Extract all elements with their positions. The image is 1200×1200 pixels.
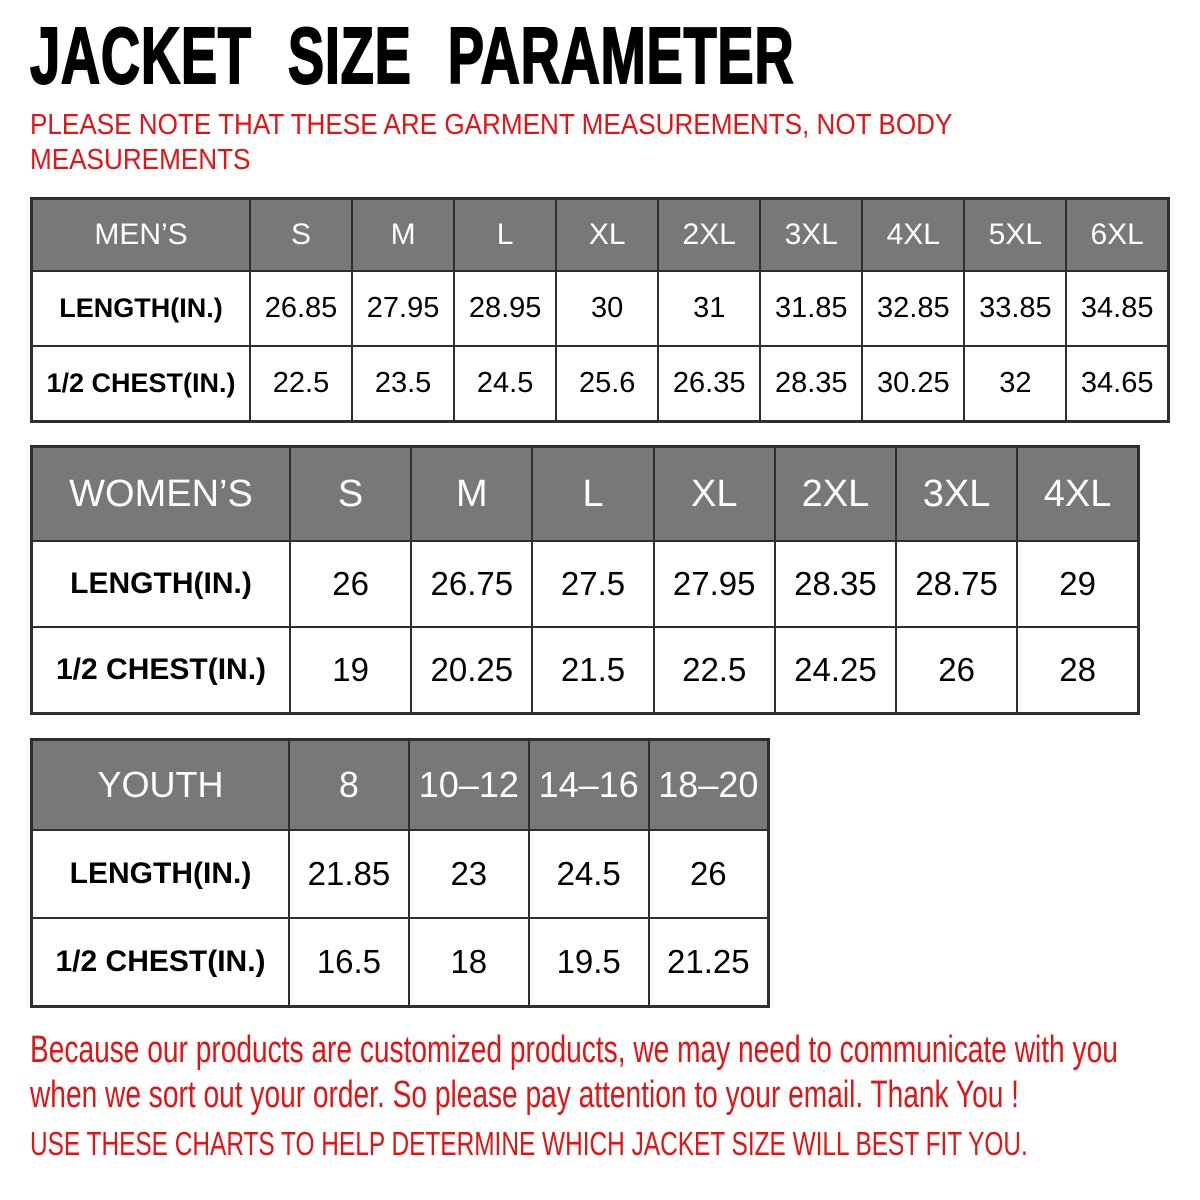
- measure-value-cell: 22.5: [250, 346, 352, 422]
- customization-notice-line-2: when we sort out your order. So please pay attention to your email. Thank You !: [30, 1074, 1019, 1116]
- measure-value-cell: 28.35: [775, 541, 896, 627]
- measure-value-cell: 28.95: [454, 271, 556, 346]
- size-header-cell: 5XL: [964, 199, 1066, 272]
- mens-size-table: [30, 197, 1170, 423]
- measure-value-cell: 33.85: [964, 271, 1066, 346]
- measure-label-cell: 1/2 CHEST(IN.): [32, 918, 290, 1007]
- page-title: JACKET SIZE PARAMETER: [30, 11, 795, 100]
- youth-table-section: [30, 738, 770, 1008]
- measure-value-cell: 28.35: [760, 346, 862, 422]
- womens-table-section: [30, 445, 1140, 715]
- size-header-cell: 14–16: [529, 740, 649, 831]
- measure-value-cell: 26.35: [658, 346, 760, 422]
- measure-value-cell: 26.85: [250, 271, 352, 346]
- size-header-cell: 2XL: [775, 447, 896, 542]
- garment-note-line-2: MEASUREMENTS: [30, 144, 251, 176]
- measure-value-cell: 30: [556, 271, 658, 346]
- youth-size-table: [30, 738, 770, 1008]
- measure-value-cell: 27.95: [654, 541, 775, 627]
- measure-value-cell: 26: [896, 627, 1017, 714]
- measure-value-cell: 19: [290, 627, 411, 714]
- customization-notice-line-1: Because our products are customized products, we may need to communicate with you: [30, 1029, 1118, 1071]
- measure-value-cell: 28.75: [896, 541, 1017, 627]
- measure-label-cell: LENGTH(IN.): [32, 830, 290, 918]
- mens-table-section: [30, 197, 1170, 423]
- measure-value-cell: 30.25: [862, 346, 964, 422]
- measure-value-cell: 27.95: [352, 271, 454, 346]
- size-header-cell: 10–12: [409, 740, 529, 831]
- measure-value-cell: 34.65: [1066, 346, 1168, 422]
- size-header-cell: 18–20: [649, 740, 769, 831]
- size-header-cell: 2XL: [658, 199, 760, 272]
- measure-value-cell: 28: [1017, 627, 1138, 714]
- mens-table-title-cell: MEN’S: [32, 199, 251, 272]
- measure-value-cell: 23.5: [352, 346, 454, 422]
- measure-value-cell: 22.5: [654, 627, 775, 714]
- size-header-cell: S: [290, 447, 411, 542]
- garment-note-line-1: PLEASE NOTE THAT THESE ARE GARMENT MEASUREMENTS, NOT BODY: [30, 109, 953, 141]
- measure-value-cell: 16.5: [289, 918, 409, 1007]
- measure-value-cell: 21.5: [532, 627, 653, 714]
- size-header-cell: L: [454, 199, 556, 272]
- measure-value-cell: 24.5: [529, 830, 649, 918]
- measure-value-cell: 23: [409, 830, 529, 918]
- size-header-cell: S: [250, 199, 352, 272]
- measure-value-cell: 29: [1017, 541, 1138, 627]
- womens-size-table: [30, 445, 1140, 715]
- size-header-cell: M: [352, 199, 454, 272]
- measure-value-cell: 26: [649, 830, 769, 918]
- measure-value-cell: 31.85: [760, 271, 862, 346]
- measure-value-cell: 27.5: [532, 541, 653, 627]
- measure-value-cell: 26: [290, 541, 411, 627]
- measure-value-cell: 26.75: [411, 541, 532, 627]
- measure-value-cell: 34.85: [1066, 271, 1168, 346]
- measure-label-cell: 1/2 CHEST(IN.): [32, 627, 291, 714]
- measure-value-cell: 19.5: [529, 918, 649, 1007]
- size-header-cell: 4XL: [862, 199, 964, 272]
- size-header-cell: M: [411, 447, 532, 542]
- measure-value-cell: 20.25: [411, 627, 532, 714]
- measure-value-cell: 24.25: [775, 627, 896, 714]
- customization-notice: [30, 1028, 1118, 1118]
- size-header-cell: 3XL: [760, 199, 862, 272]
- fit-advice-line: USE THESE CHARTS TO HELP DETERMINE WHICH JACKET SIZE WILL BEST FIT YOU.: [30, 1125, 1028, 1162]
- measure-value-cell: 31: [658, 271, 760, 346]
- size-header-cell: XL: [654, 447, 775, 542]
- size-header-cell: 6XL: [1066, 199, 1168, 272]
- measure-value-cell: 25.6: [556, 346, 658, 422]
- measure-label-cell: 1/2 CHEST(IN.): [32, 346, 251, 422]
- size-header-cell: L: [532, 447, 653, 542]
- measure-label-cell: LENGTH(IN.): [32, 271, 251, 346]
- measure-value-cell: 32: [964, 346, 1066, 422]
- womens-table-title-cell: WOMEN’S: [32, 447, 291, 542]
- size-header-cell: 3XL: [896, 447, 1017, 542]
- measure-value-cell: 32.85: [862, 271, 964, 346]
- size-header-cell: 4XL: [1017, 447, 1138, 542]
- garment-note: [30, 108, 952, 178]
- measure-value-cell: 24.5: [454, 346, 556, 422]
- size-header-cell: XL: [556, 199, 658, 272]
- measure-label-cell: LENGTH(IN.): [32, 541, 291, 627]
- size-header-cell: 8: [289, 740, 409, 831]
- youth-table-title-cell: YOUTH: [32, 740, 290, 831]
- measure-value-cell: 21.25: [649, 918, 769, 1007]
- measure-value-cell: 18: [409, 918, 529, 1007]
- measure-value-cell: 21.85: [289, 830, 409, 918]
